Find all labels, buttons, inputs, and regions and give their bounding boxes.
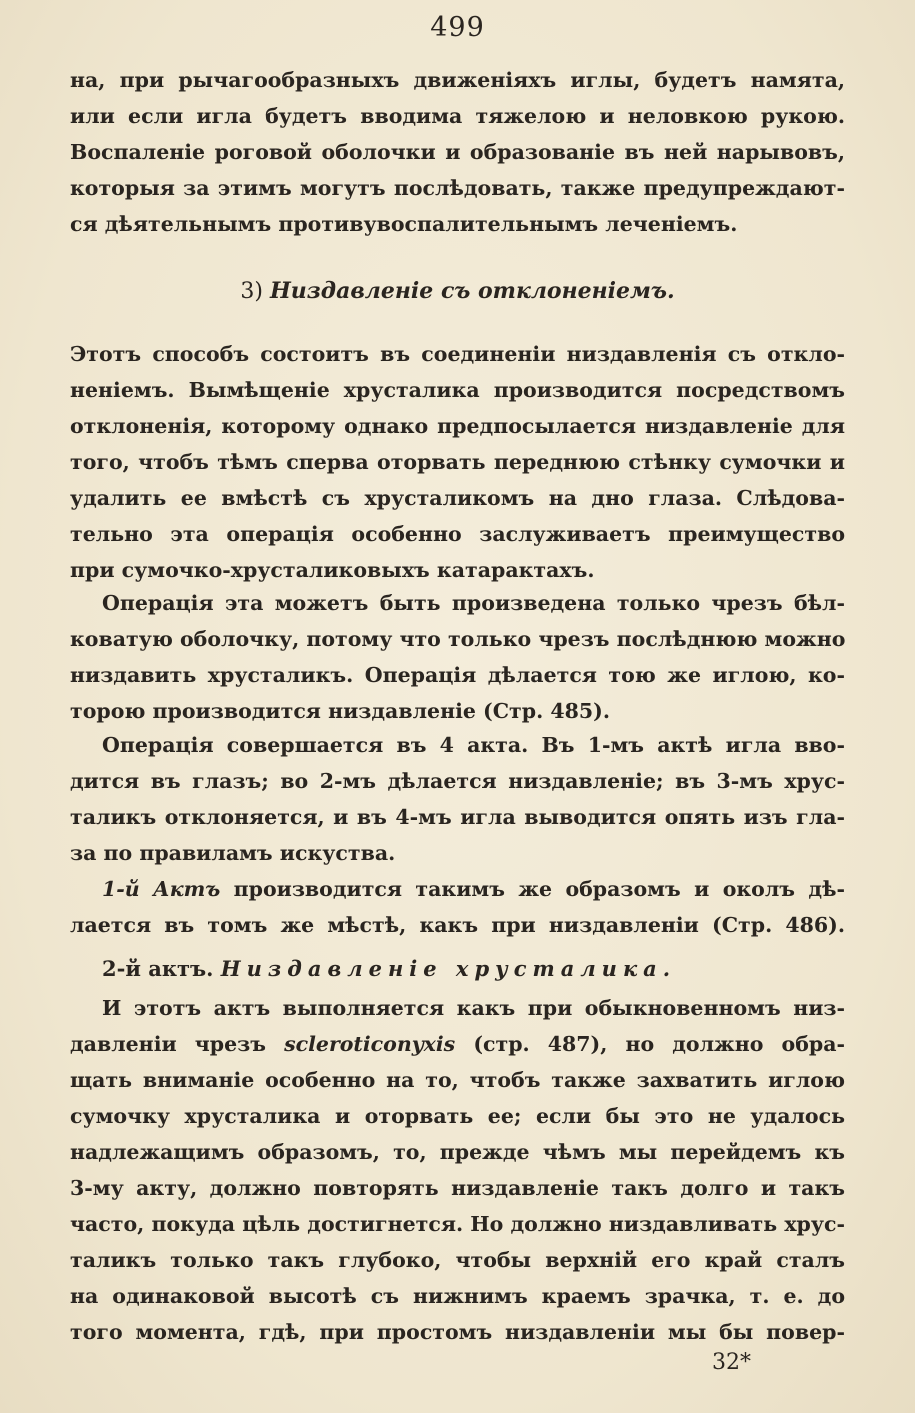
- text-line: Воспаленіе роговой оболочки и образованіе въ ней нарывовъ,: [70, 140, 845, 164]
- paragraph-sclera: [70, 585, 845, 729]
- signature-mark: 32*: [712, 1350, 751, 1375]
- text-line: [70, 871, 845, 907]
- text-line: того момента, гдѣ, при простомъ низдавленіи мы бы повер-: [70, 1320, 845, 1344]
- act2-line2-before: давленіи чрезъ: [70, 1032, 266, 1056]
- latin-term: scleroticonyxis: [284, 1032, 456, 1056]
- act2-line2-after: (стр. 487), но должно обра-: [473, 1032, 846, 1056]
- paragraph-intro: [70, 62, 845, 242]
- text-line: [70, 951, 845, 987]
- text-line: отклоненія, которому однако предпосылается низдавленіе для: [70, 414, 845, 438]
- text-line: при сумочко-хрусталиковыхъ катарактахъ.: [70, 558, 595, 582]
- text-line: ся дѣятельнымъ противувоспалительнымъ леченіемъ.: [70, 212, 738, 236]
- text-line: торою производится низдавленіе (Стр. 485).: [70, 699, 610, 723]
- act2-heading: [70, 951, 845, 987]
- text-line: того, чтобъ тѣмъ сперва оторвать переднюю стѣнку сумочки и: [70, 450, 845, 474]
- act2-label: 2-й актъ.: [102, 956, 214, 981]
- paragraph-act1: [70, 871, 845, 943]
- text-line: тельно эта операція особенно заслуживаетъ преимущество: [70, 522, 845, 546]
- act1-line1-rest: производится такимъ же образомъ и околъ дѣ-: [233, 877, 845, 901]
- section-heading: [0, 278, 915, 304]
- text-line: часто, покуда цѣль достигнется. Но должно низдавливать хрус-: [70, 1212, 845, 1236]
- act2-title: Низдавленіе хрусталика.: [220, 956, 677, 981]
- text-line: на, при рычагообразныхъ движеніяхъ иглы, будетъ намята,: [70, 68, 845, 92]
- text-line: низдавить хрусталикъ. Операція дѣлается тою же иглою, ко-: [70, 663, 845, 687]
- section-title: Низдавленіе съ отклоненіемъ.: [269, 278, 675, 304]
- text-line: за по правиламъ искуства.: [70, 841, 396, 865]
- text-line: коватую оболочку, потому что только чрезъ послѣднюю можно: [70, 627, 846, 651]
- text-line: или если игла будетъ вводима тяжелою и неловкою рукою.: [70, 104, 845, 128]
- act1-label: 1-й Актъ: [102, 877, 221, 901]
- text-line: дится въ глазъ; во 2-мъ дѣлается низдавленіе; въ 3-мъ хрус-: [70, 769, 845, 793]
- text-line: щать вниманіе особенно на то, чтобъ также захватить иглою: [70, 1068, 845, 1092]
- text-line: удалить ее вмѣстѣ съ хрусталикомъ на дно глаза. Слѣдова-: [70, 486, 845, 510]
- section-number: 3): [240, 279, 263, 304]
- text-line: которыя за этимъ могутъ послѣдовать, также предупреждают-: [70, 176, 845, 200]
- paragraph-acts: [70, 727, 845, 871]
- text-line: Операція совершается въ 4 акта. Въ 1-мъ актѣ игла вво-: [102, 733, 845, 757]
- paragraph-act2: [70, 990, 845, 1350]
- text-line: таликъ отклоняется, и въ 4-мъ игла выводится опять изъ гла-: [70, 805, 845, 829]
- text-line: Операція эта можетъ быть произведена только чрезъ бѣл-: [102, 591, 845, 615]
- text-line: 3-му акту, должно повторять низдавленіе такъ долго и такъ: [70, 1176, 845, 1200]
- text-line: [70, 1026, 845, 1062]
- text-line: лается въ томъ же мѣстѣ, какъ при низдавленіи (Стр. 486).: [70, 913, 845, 937]
- text-line: таликъ только такъ глубоко, чтобы верхній его край сталъ: [70, 1248, 845, 1272]
- text-line: на одинаковой высотѣ съ нижнимъ краемъ зрачка, т. е. до: [70, 1284, 845, 1308]
- paragraph-method: [70, 336, 845, 588]
- text-line: И этотъ актъ выполняется какъ при обыкновенномъ низ-: [102, 996, 845, 1020]
- text-line: сумочку хрусталика и оторвать ее; если бы это не удалось: [70, 1104, 845, 1128]
- text-line: надлежащимъ образомъ, то, прежде чѣмъ мы перейдемъ къ: [70, 1140, 845, 1164]
- text-line: Этотъ способъ состоитъ въ соединеніи низдавленія съ откло-: [70, 342, 845, 366]
- page-number: 499: [430, 12, 485, 43]
- text-line: неніемъ. Вымѣщеніе хрусталика производится посредствомъ: [70, 378, 845, 402]
